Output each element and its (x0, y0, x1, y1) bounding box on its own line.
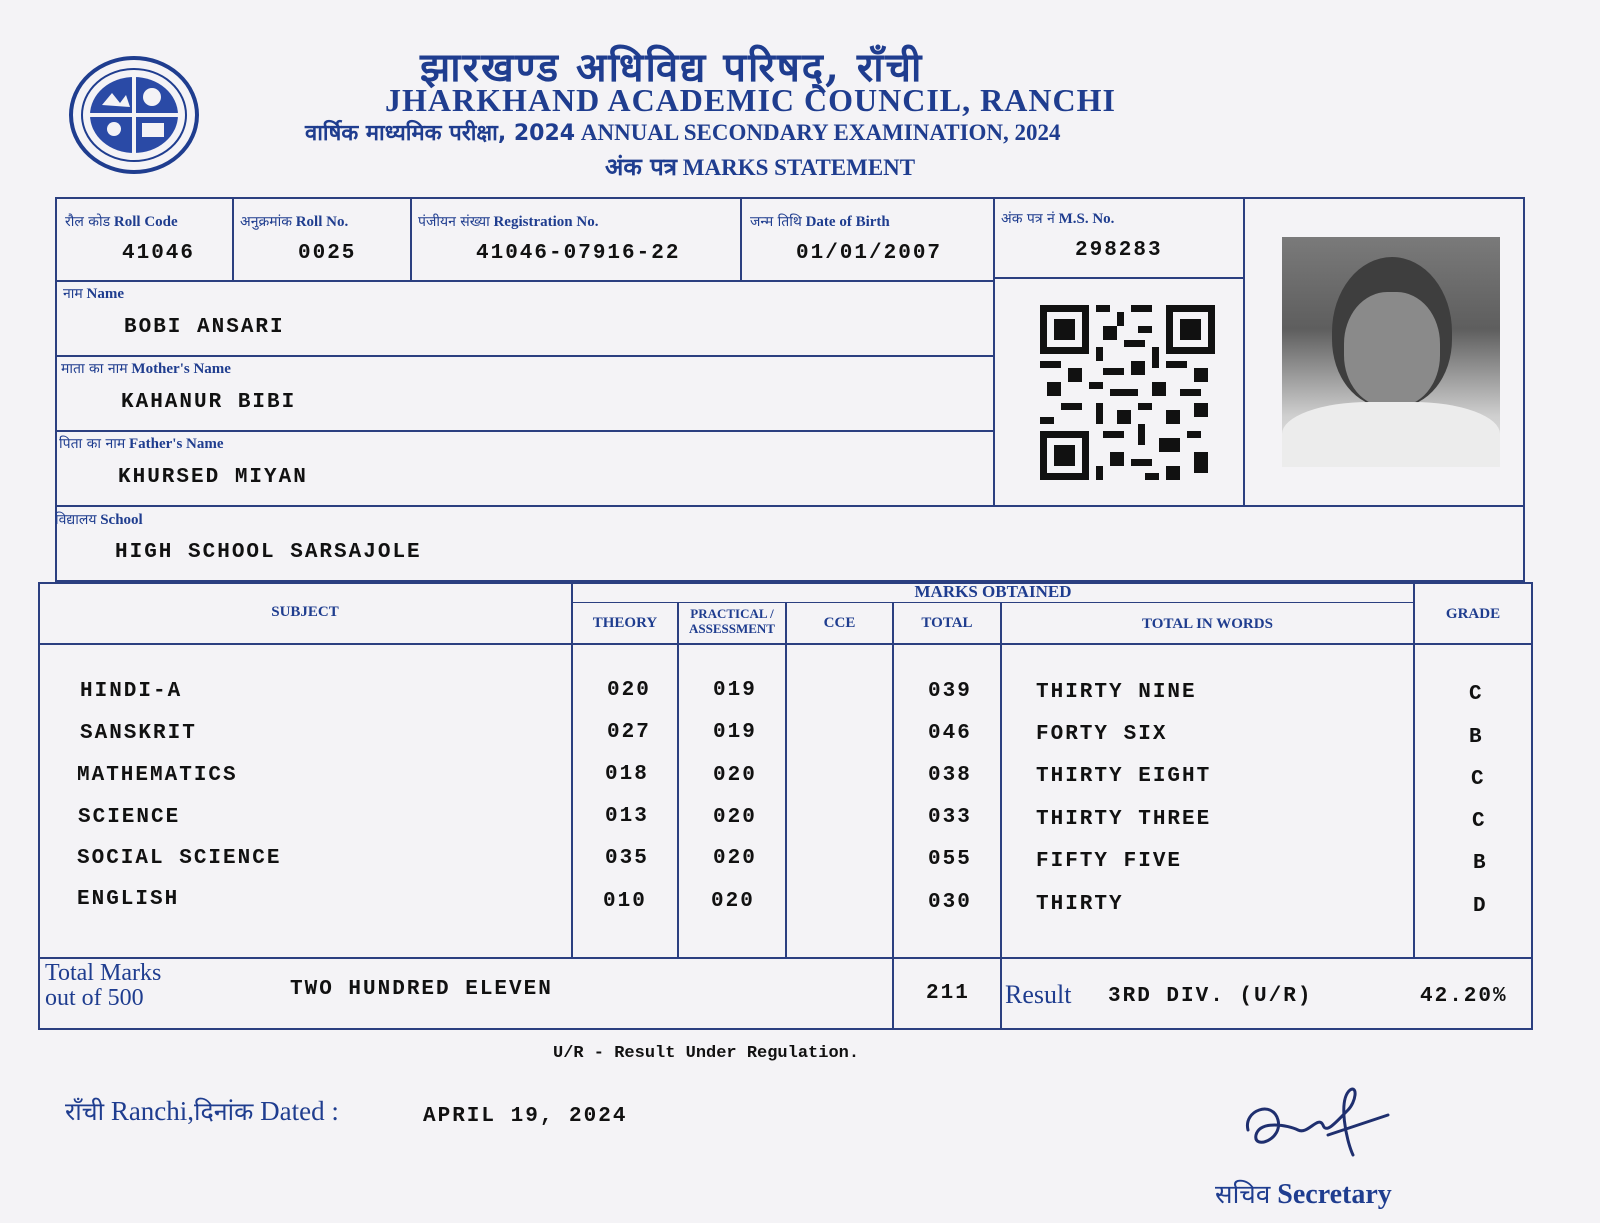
grand-total-value: 211 (926, 982, 970, 1005)
school-value: HIGH SCHOOL SARSAJOLE (115, 541, 422, 564)
practical-cell: 020 (713, 847, 757, 870)
practical-cell: 020 (711, 890, 755, 913)
statement-title-english: MARKS STATEMENT (682, 155, 916, 180)
practical-cell: 020 (713, 806, 757, 829)
school-label: विद्यालय School (55, 512, 143, 528)
subject-cell: HINDI-A (80, 680, 183, 703)
cce-header: CCE (823, 615, 856, 631)
words-cell: THIRTY EIGHT (1036, 765, 1212, 788)
result-value: 3RD DIV. (U/R) (1108, 985, 1313, 1008)
statement-title (605, 150, 1025, 183)
exam-title-english: ANNUAL SECONDARY EXAMINATION, 2024 (580, 120, 1061, 145)
total-marks-label: Total Marks out of 500 (45, 960, 162, 1011)
name-label: नाम Name (63, 286, 125, 302)
roll-code-value: 41046 (122, 242, 196, 265)
percentage-value: 42.20% (1420, 985, 1508, 1008)
result-label: Result (1005, 980, 1072, 1009)
grade-cell: C (1472, 810, 1487, 833)
council-title-hindi: झारखण्ड अधिविद्य परिषद्, राँची (420, 44, 924, 91)
subject-header: SUBJECT (271, 604, 339, 620)
marks-obtained-header: MARKS OBTAINED (914, 582, 1072, 601)
total-cell: 030 (928, 891, 972, 914)
regulation-note: U/R - Result Under Regulation. (553, 1044, 860, 1063)
mother-name-value: KAHANUR BIBI (121, 391, 297, 414)
grade-header: GRADE (1445, 606, 1501, 622)
theory-cell: 020 (607, 679, 651, 702)
exam-title (305, 117, 1265, 147)
registration-label: पंजीयन संख्या Registration No. (418, 214, 599, 230)
grade-cell: C (1469, 683, 1484, 706)
total-cell: 046 (928, 722, 972, 745)
ms-no-label: अंक पत्र नं M.S. No. (1001, 211, 1115, 227)
theory-header: THEORY (592, 615, 658, 631)
roll-code-label: रौल कोड Roll Code (65, 214, 178, 230)
practical-cell: 020 (713, 764, 757, 787)
total-cell: 033 (928, 806, 972, 829)
grade-cell: C (1471, 768, 1486, 791)
subject-cell: ENGLISH (77, 888, 180, 911)
words-cell: THIRTY (1036, 893, 1124, 916)
total-in-words-value: TWO HUNDRED ELEVEN (290, 978, 553, 1001)
total-header: TOTAL (921, 615, 973, 631)
father-name-value: KHURSED MIYAN (118, 466, 308, 489)
words-cell: FIFTY FIVE (1036, 850, 1183, 873)
subject-cell: SANSKRIT (80, 722, 197, 745)
dob-label: जन्म तिथि Date of Birth (750, 214, 890, 230)
words-cell: THIRTY THREE (1036, 808, 1212, 831)
father-name-label: पिता का नाम Father's Name (59, 436, 224, 452)
subject-cell: MATHEMATICS (77, 764, 238, 787)
qr-code-icon (1030, 305, 1225, 480)
student-photo (1282, 237, 1500, 467)
subject-cell: SCIENCE (78, 806, 181, 829)
roll-no-value: 0025 (298, 242, 357, 265)
practical-cell: 019 (713, 679, 757, 702)
practical-cell: 019 (713, 721, 757, 744)
total-in-words-header: TOTAL IN WORDS (1142, 616, 1273, 632)
practical-header: PRACTICAL / ASSESSMENT (689, 606, 775, 636)
total-cell: 038 (928, 764, 972, 787)
ms-no-value: 298283 (1075, 239, 1163, 262)
exam-title-hindi: वार्षिक माध्यमिक परीक्षा, 2024 (305, 121, 576, 146)
words-cell: FORTY SIX (1036, 723, 1168, 746)
grade-cell: B (1469, 726, 1484, 749)
grade-cell: B (1473, 852, 1488, 875)
total-cell: 055 (928, 848, 972, 871)
statement-title-hindi: अंक पत्र (605, 153, 678, 181)
subject-cell: SOCIAL SCIENCE (77, 847, 282, 870)
mother-name-label: माता का नाम Mother's Name (61, 361, 231, 377)
place-date-label: राँची Ranchi,दिनांक Dated : (65, 1096, 339, 1126)
dob-value: 01/01/2007 (796, 242, 943, 265)
theory-cell: 027 (607, 721, 651, 744)
signature-icon (1238, 1080, 1398, 1165)
council-seal-icon (68, 55, 200, 175)
theory-cell: 035 (605, 847, 649, 870)
theory-cell: 010 (603, 890, 647, 913)
words-cell: THIRTY NINE (1036, 681, 1197, 704)
registration-value: 41046-07916-22 (476, 242, 681, 265)
council-title-english: JHARKHAND ACADEMIC COUNCIL, RANCHI (385, 82, 1116, 118)
theory-cell: 018 (605, 763, 649, 786)
secretary-label: सचिव Secretary (1215, 1179, 1392, 1210)
grade-cell: D (1473, 895, 1488, 918)
roll-no-label: अनुक्रमांक Roll No. (240, 214, 349, 230)
total-cell: 039 (928, 680, 972, 703)
issue-date-value: APRIL 19, 2024 (423, 1105, 628, 1128)
name-value: BOBI ANSARI (124, 316, 285, 339)
theory-cell: 013 (605, 805, 649, 828)
